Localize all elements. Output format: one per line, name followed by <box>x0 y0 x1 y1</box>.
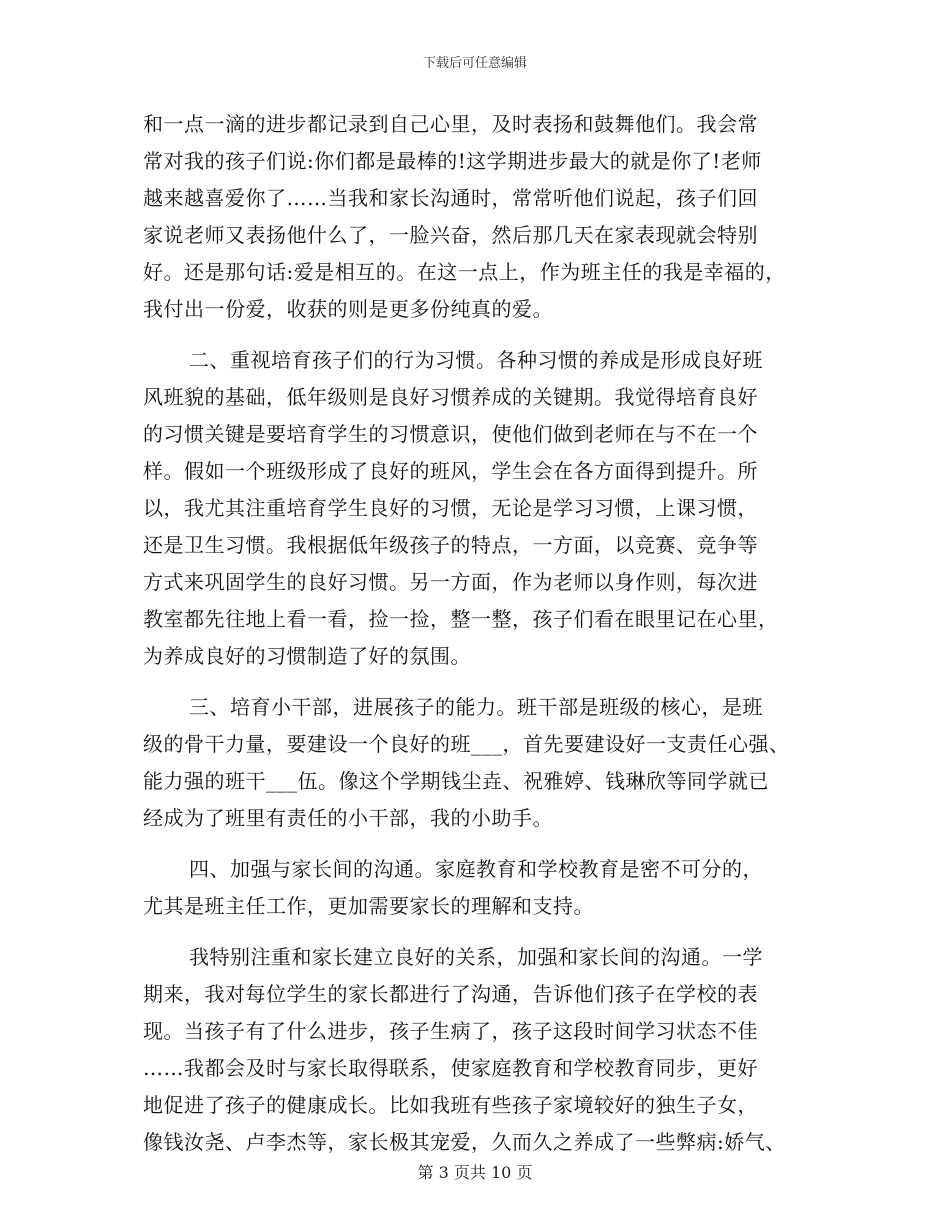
text-line: 二、重视培育孩子们的行为习惯。各种习惯的养成是形成良好班 <box>189 348 763 372</box>
text-line: 教室都先往地上看一看，捡一捡，整一整，孩子们看在眼里记在心里， <box>143 607 779 631</box>
text-line: 和一点一滴的进步都记录到自己心里，及时表扬和鼓舞他们。我会常 <box>143 112 758 136</box>
text-line: 还是卫生习惯。我根据低年级孩子的特点，一方面，以竞赛、竞争等 <box>143 533 758 557</box>
text-line: 期来，我对每位学生的家长都进行了沟通，告诉他们孩子在学校的表 <box>143 982 758 1006</box>
text-line: 以，我尤其注重培育学生良好的习惯，无论是学习习惯，上课习惯， <box>143 496 758 520</box>
paragraph <box>143 106 843 328</box>
text-line: 经成为了班里有责任的小干部，我的小助手。 <box>143 806 553 830</box>
text-line: 我特别注重和家长建立良好的关系，加强和家长间的沟通。一学 <box>189 945 763 969</box>
paragraph <box>143 851 843 925</box>
text-line: 现。当孩子有了什么进步，孩子生病了，孩子这段时间学习状态不佳 <box>143 1019 758 1043</box>
text-line: 好。还是那句话:爱是相互的。在这一点上，作为班主任的我是幸福的， <box>143 260 786 284</box>
text-line: ……我都会及时与家长取得联系，使家庭教育和学校教育同步，更好 <box>143 1056 758 1080</box>
text-line: 三、培育小干部，进展孩子的能力。班干部是班级的核心，是班 <box>189 695 763 719</box>
text-line: 像钱汝尧、卢李杰等，家长极其宠爱，久而久之养成了一些弊病:娇气、 <box>143 1130 786 1154</box>
text-line: 样。假如一个班级形成了良好的班风，学生会在各方面得到提升。所 <box>143 459 758 483</box>
text-line: 常对我的孩子们说:你们都是最棒的!这学期进步最大的就是你了!老师 <box>143 149 762 173</box>
paragraph <box>143 689 843 837</box>
text-line: 我付出一份爱，收获的则是更多份纯真的爱。 <box>143 297 553 321</box>
text-line: 的习惯关键是要培育学生的习惯意识，使他们做到老师在与不在一个 <box>143 422 758 446</box>
paragraph <box>143 939 843 1161</box>
text-line: 越来越喜爱你了……当我和家长沟通时，常常听他们说起，孩子们回 <box>143 186 758 210</box>
text-line: 四、加强与家长间的沟通。家庭教育和学校教育是密不可分的， <box>189 857 763 881</box>
document-body <box>143 106 843 1161</box>
text-line: 为养成良好的习惯制造了好的氛围。 <box>143 644 471 668</box>
text-line: 能力强的班干___伍。像这个学期钱尘垚、祝雅婷、钱琳欣等同学就已 <box>143 769 769 793</box>
paragraph <box>143 342 843 675</box>
page-footer: 第 3 页共 10 页 <box>417 1163 533 1182</box>
text-line: 风班貌的基础，低年级则是良好习惯养成的关键期。我觉得培育良好 <box>143 385 758 409</box>
text-line: 家说老师又表扬他什么了，一脸兴奋，然后那几天在家表现就会特别 <box>143 223 758 247</box>
text-line: 地促进了孩子的健康成长。比如我班有些孩子家境较好的独生子女， <box>143 1093 758 1117</box>
text-line: 级的骨干力量，要建设一个良好的班___，首先要建设好一支责任心强、 <box>143 732 790 756</box>
page-header: 下载后可任意编辑 <box>422 56 527 71</box>
text-line: 尤其是班主任工作，更加需要家长的理解和支持。 <box>143 894 594 918</box>
text-line: 方式来巩固学生的良好习惯。另一方面，作为老师以身作则，每次进 <box>143 570 758 594</box>
